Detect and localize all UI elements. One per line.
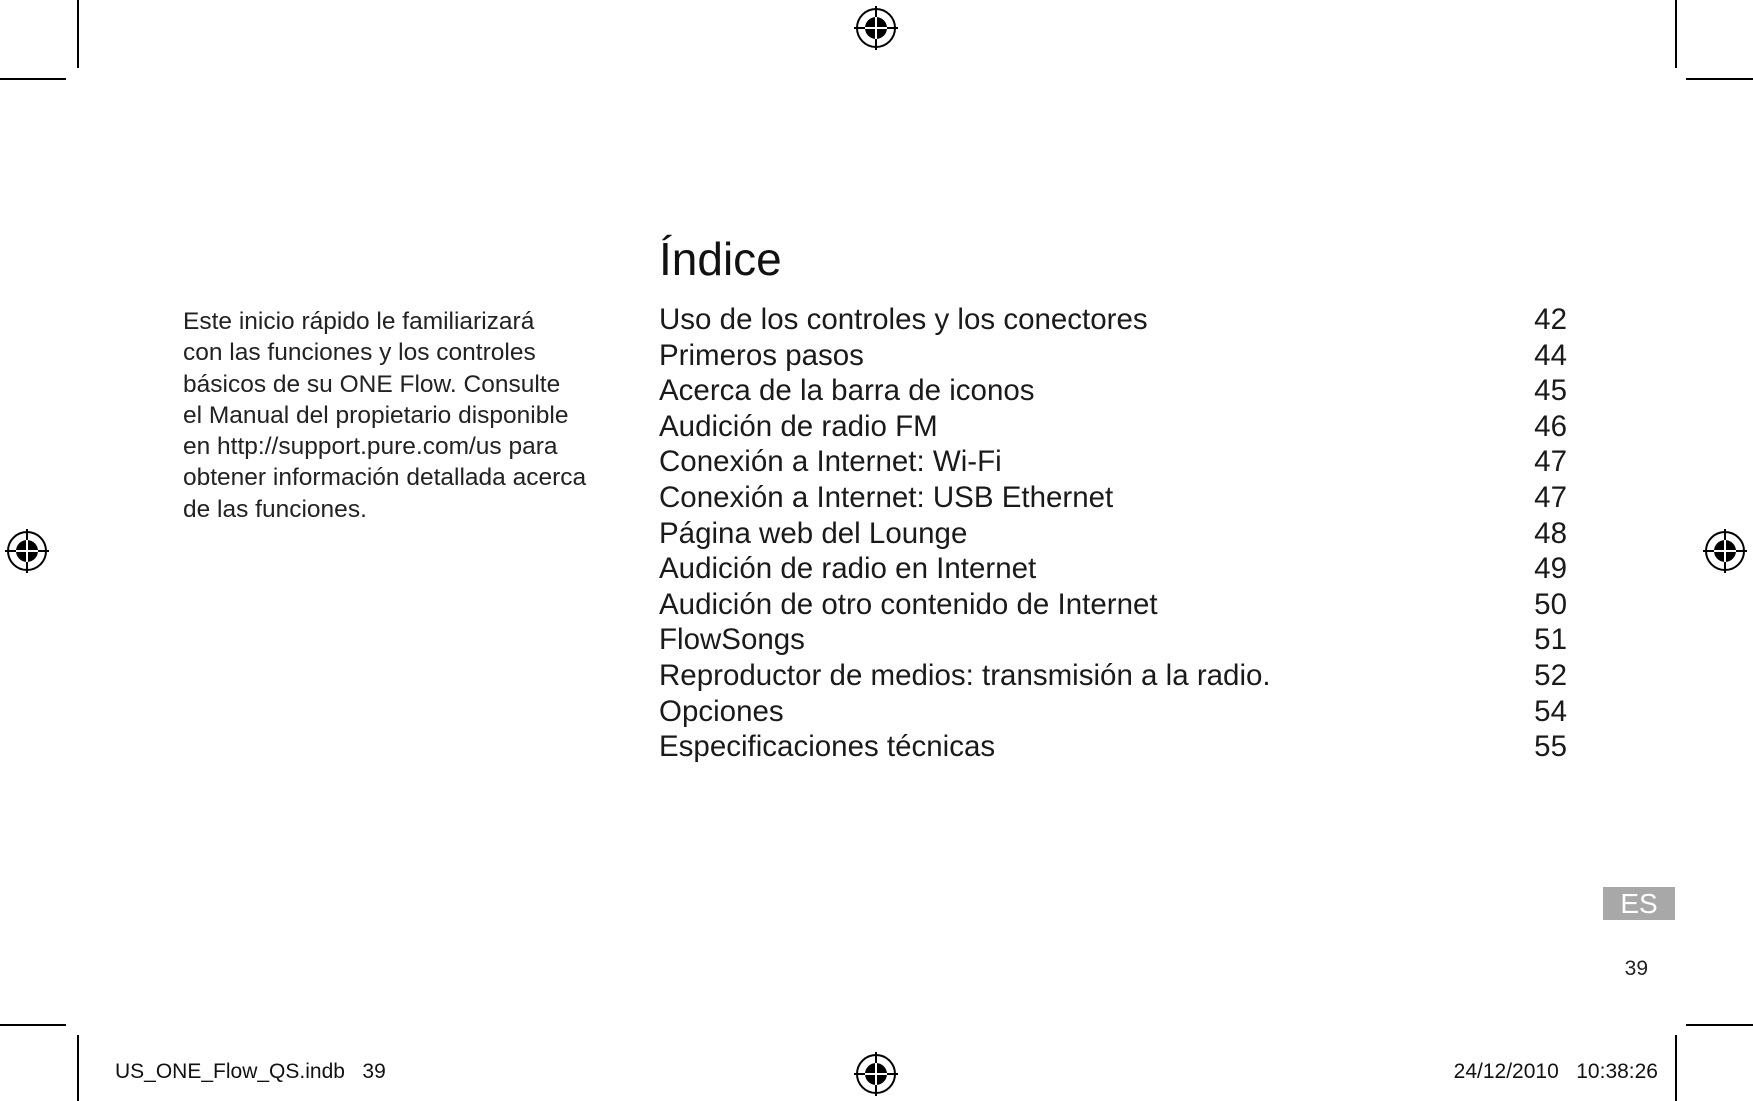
intro-line: con las funciones y los controles <box>183 339 536 367</box>
toc-entry-page: 44 <box>1534 338 1567 372</box>
intro-line: de las funciones. <box>183 495 367 523</box>
toc-entry-page: 46 <box>1534 409 1567 443</box>
toc-entry-page: 47 <box>1534 480 1567 514</box>
toc-entry-title: Acerca de la barra de iconos <box>659 374 1035 408</box>
toc-entry-page: 47 <box>1534 445 1567 479</box>
crop-mark-bottom-right-horizontal <box>1686 1024 1753 1026</box>
crop-mark-top-left-vertical <box>77 0 79 68</box>
toc-entry <box>659 444 1567 480</box>
toc-entry-page: 52 <box>1534 658 1567 692</box>
toc-entry <box>659 729 1567 765</box>
toc-entry <box>659 516 1567 552</box>
toc-entry <box>659 338 1567 374</box>
crop-mark-bottom-left-horizontal <box>0 1024 66 1026</box>
intro-line: en http://support.pure.com/us para <box>183 433 558 461</box>
page-title: Índice <box>659 233 782 285</box>
toc-entry <box>659 622 1567 658</box>
crop-mark-top-right-horizontal <box>1686 78 1753 80</box>
table-of-contents <box>659 302 1567 765</box>
intro-paragraph <box>183 306 603 525</box>
toc-entry-page: 55 <box>1534 730 1567 764</box>
language-badge: ES <box>1603 887 1675 920</box>
registration-mark-icon <box>1703 529 1747 573</box>
crop-mark-top-left-horizontal <box>0 78 66 80</box>
registration-mark-icon <box>5 529 49 573</box>
crop-mark-top-right-vertical <box>1675 0 1677 68</box>
toc-entry-title: Audición de radio en Internet <box>659 552 1037 586</box>
toc-entry <box>659 409 1567 445</box>
toc-entry-page: 50 <box>1534 587 1567 621</box>
print-slug-datetime: 24/12/2010 10:38:26 <box>1453 1060 1658 1083</box>
toc-entry-title: FlowSongs <box>659 623 805 657</box>
toc-entry-title: Página web del Lounge <box>659 516 968 550</box>
toc-entry-title: Reproductor de medios: transmisión a la radio. <box>659 658 1271 692</box>
crop-mark-bottom-right-vertical <box>1675 1035 1677 1101</box>
toc-entry-page: 51 <box>1534 623 1567 657</box>
print-slug-filename: US_ONE_Flow_QS.indb 39 <box>115 1060 386 1083</box>
registration-mark-icon <box>854 6 898 50</box>
toc-entry <box>659 302 1567 338</box>
toc-entry <box>659 658 1567 694</box>
toc-entry-title: Conexión a Internet: Wi-Fi <box>659 445 1002 479</box>
toc-entry-title: Primeros pasos <box>659 338 864 372</box>
toc-entry-page: 54 <box>1534 694 1567 728</box>
intro-line: Este inicio rápido le familiarizará <box>183 308 535 335</box>
registration-mark-icon <box>854 1052 898 1096</box>
page-number: 39 <box>1624 957 1648 980</box>
toc-entry-page: 45 <box>1534 374 1567 408</box>
toc-entry-title: Conexión a Internet: USB Ethernet <box>659 480 1114 514</box>
intro-line: el Manual del propietario disponible <box>183 401 569 429</box>
intro-line: básicos de su ONE Flow. Consulte <box>183 370 561 398</box>
toc-entry-title: Opciones <box>659 694 784 728</box>
toc-entry <box>659 480 1567 516</box>
toc-entry-page: 48 <box>1534 516 1567 550</box>
toc-entry <box>659 587 1567 623</box>
toc-entry <box>659 373 1567 409</box>
intro-line: obtener información detallada acerca <box>183 464 587 492</box>
crop-mark-bottom-left-vertical <box>77 1035 79 1101</box>
toc-entry-title: Audición de radio FM <box>659 409 938 443</box>
toc-entry-title: Especificaciones técnicas <box>659 730 996 764</box>
toc-entry-title: Uso de los controles y los conectores <box>659 303 1148 336</box>
toc-entry-page: 49 <box>1534 552 1567 586</box>
toc-entry <box>659 551 1567 587</box>
toc-entry-page: 42 <box>1534 303 1567 336</box>
toc-entry <box>659 694 1567 730</box>
toc-entry-title: Audición de otro contenido de Internet <box>659 587 1158 621</box>
